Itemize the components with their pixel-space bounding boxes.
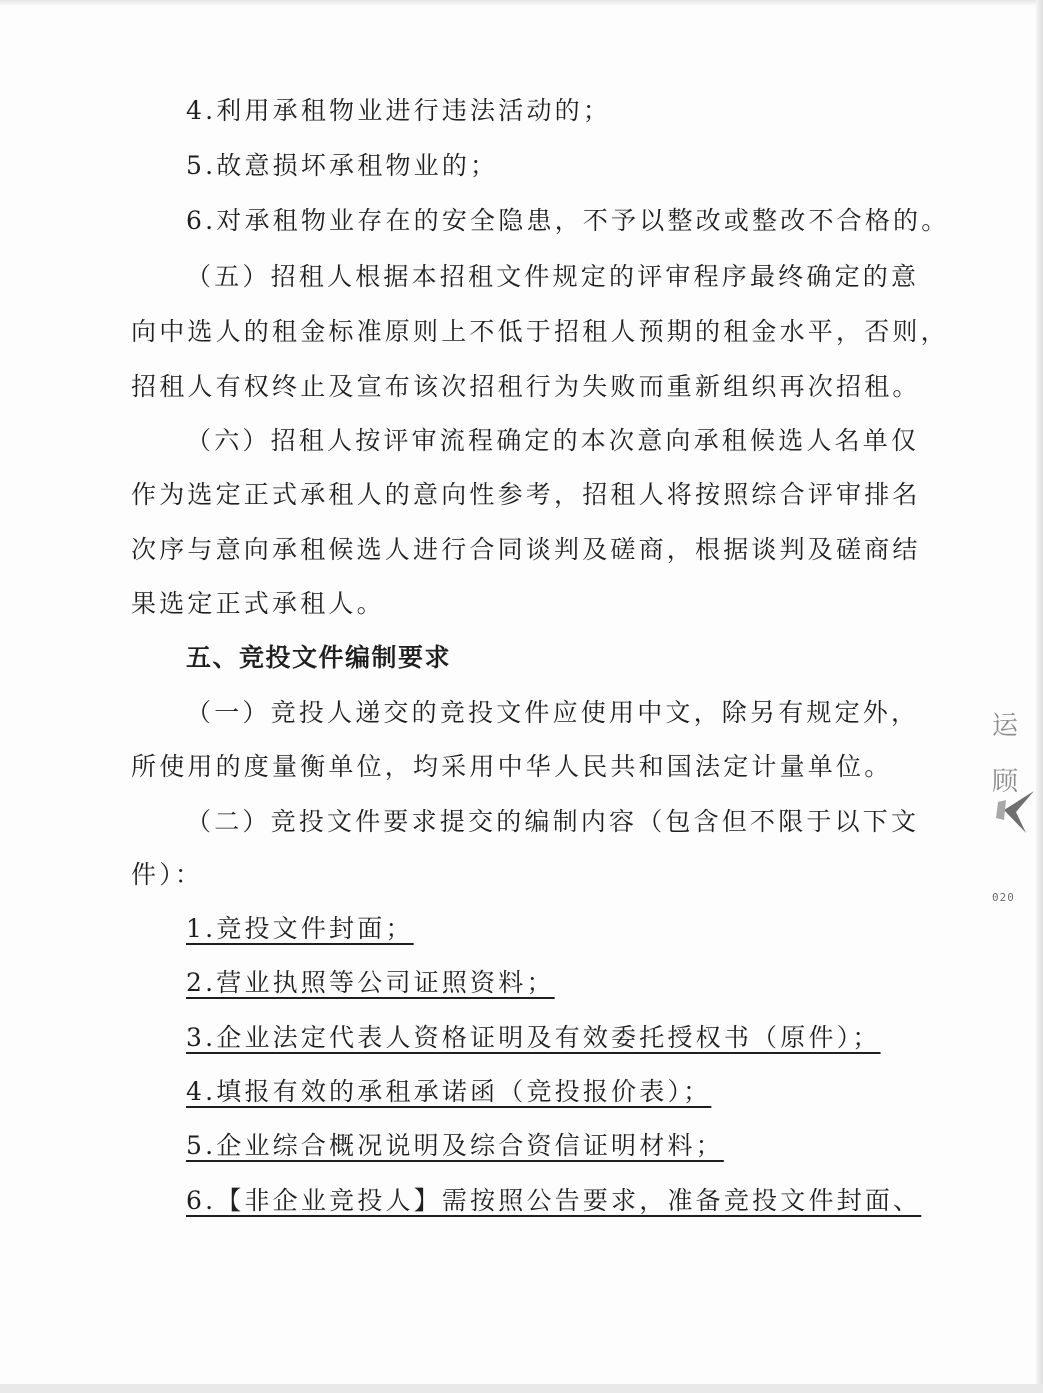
- paragraph-5-line-1: （五）招租人根据本招租文件规定的评审程序最终确定的意: [186, 262, 920, 291]
- scan-right-edge: [1036, 0, 1043, 1393]
- seal-fragment-bottom: 020: [992, 891, 1015, 904]
- requirement-2-line-1: （二）竞投文件要求提交的编制内容（包含但不限于以下文: [186, 807, 920, 836]
- scan-top-edge: [0, 0, 1043, 6]
- document-list-item-2: 2.营业执照等公司证照资料；: [186, 968, 555, 997]
- document-list-item-3: 3.企业法定代表人资格证明及有效委托授权书（原件）；: [186, 1023, 881, 1052]
- seal-fragment-middle: [992, 788, 1036, 838]
- seal-fragment-top: 运顾: [992, 711, 1019, 797]
- section-heading-5: 五、竞投文件编制要求: [186, 643, 452, 672]
- paragraph-6-line-4: 果选定正式承租人。: [131, 589, 385, 618]
- document-list-item-4: 4.填报有效的承租承诺函（竞投报价表）；: [186, 1077, 712, 1106]
- paragraph-5-line-2: 向中选人的租金标准原则上不低于招租人预期的租金水平，否则，: [131, 317, 949, 346]
- document-list-item-1: 1.竞投文件封面；: [186, 914, 414, 943]
- paragraph-6-line-1: （六）招租人按评审流程确定的本次意向承租候选人名单仅: [186, 426, 920, 455]
- requirement-1-line-2: 所使用的度量衡单位，均采用中华人民共和国法定计量单位。: [131, 752, 893, 781]
- requirement-2-line-2: 件）：: [131, 860, 204, 889]
- requirement-1-line-1: （一）竞投人递交的竞投文件应使用中文，除另有规定外，: [186, 698, 920, 727]
- document-list-item-5: 5.企业综合概况说明及综合资信证明材料；: [186, 1131, 724, 1160]
- document-list-item-6: 6.【非企业竞投人】需按照公告要求，准备竞投文件封面、: [186, 1186, 922, 1215]
- seal-arrow-icon: [992, 788, 1036, 838]
- clause-item-4: 4.利用承租物业进行违法活动的；: [186, 96, 612, 125]
- paragraph-6-line-2: 作为选定正式承租人的意向性参考，招租人将按照综合评审排名: [131, 480, 921, 509]
- paragraph-6-line-3: 次序与意向承租候选人进行合同谈判及磋商，根据谈判及磋商结: [131, 535, 921, 564]
- clause-item-5: 5.故意损坏承租物业的；: [186, 151, 499, 180]
- scan-bottom-edge: [0, 1384, 1043, 1393]
- paragraph-5-line-3: 招租人有权终止及宣布该次招租行为失败而重新组织再次招租。: [131, 372, 921, 401]
- clause-item-6: 6.对承租物业存在的安全隐患，不予以整改或整改不合格的。: [186, 206, 950, 235]
